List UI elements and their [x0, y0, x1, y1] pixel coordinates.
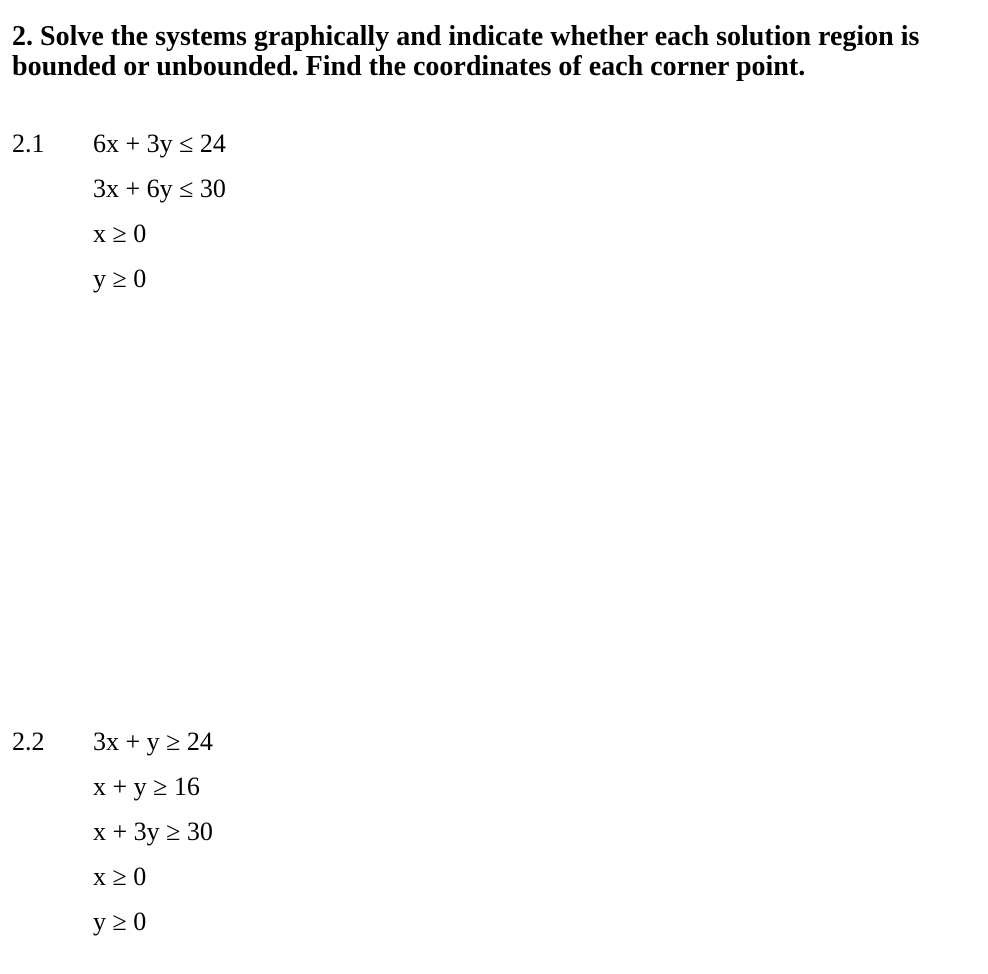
constraint-2-1-c: x ≥ 0 [93, 219, 147, 248]
constraint-2-2-d: x ≥ 0 [93, 862, 147, 891]
heading-line-2: bounded or unbounded. Find the coordinates of each corner point. [12, 51, 806, 82]
constraint-2-2-b: x + y ≥ 16 [93, 772, 200, 801]
heading-line-1: 2. Solve the systems graphically and indicate whether each solution region is [12, 21, 920, 52]
constraint-2-2-c: x + 3y ≥ 30 [93, 817, 213, 846]
constraint-2-1-a: 6x + 3y ≤ 24 [93, 129, 226, 158]
problem-number: 2.2 [12, 727, 45, 756]
problem-number: 2.1 [12, 129, 45, 158]
constraint-2-2-a: 3x + y ≥ 24 [93, 727, 213, 756]
constraint-2-2-e: y ≥ 0 [93, 907, 147, 936]
constraint-2-1-d: y ≥ 0 [93, 264, 147, 293]
constraint-2-1-b: 3x + 6y ≤ 30 [93, 174, 226, 203]
question-heading [12, 22, 978, 82]
